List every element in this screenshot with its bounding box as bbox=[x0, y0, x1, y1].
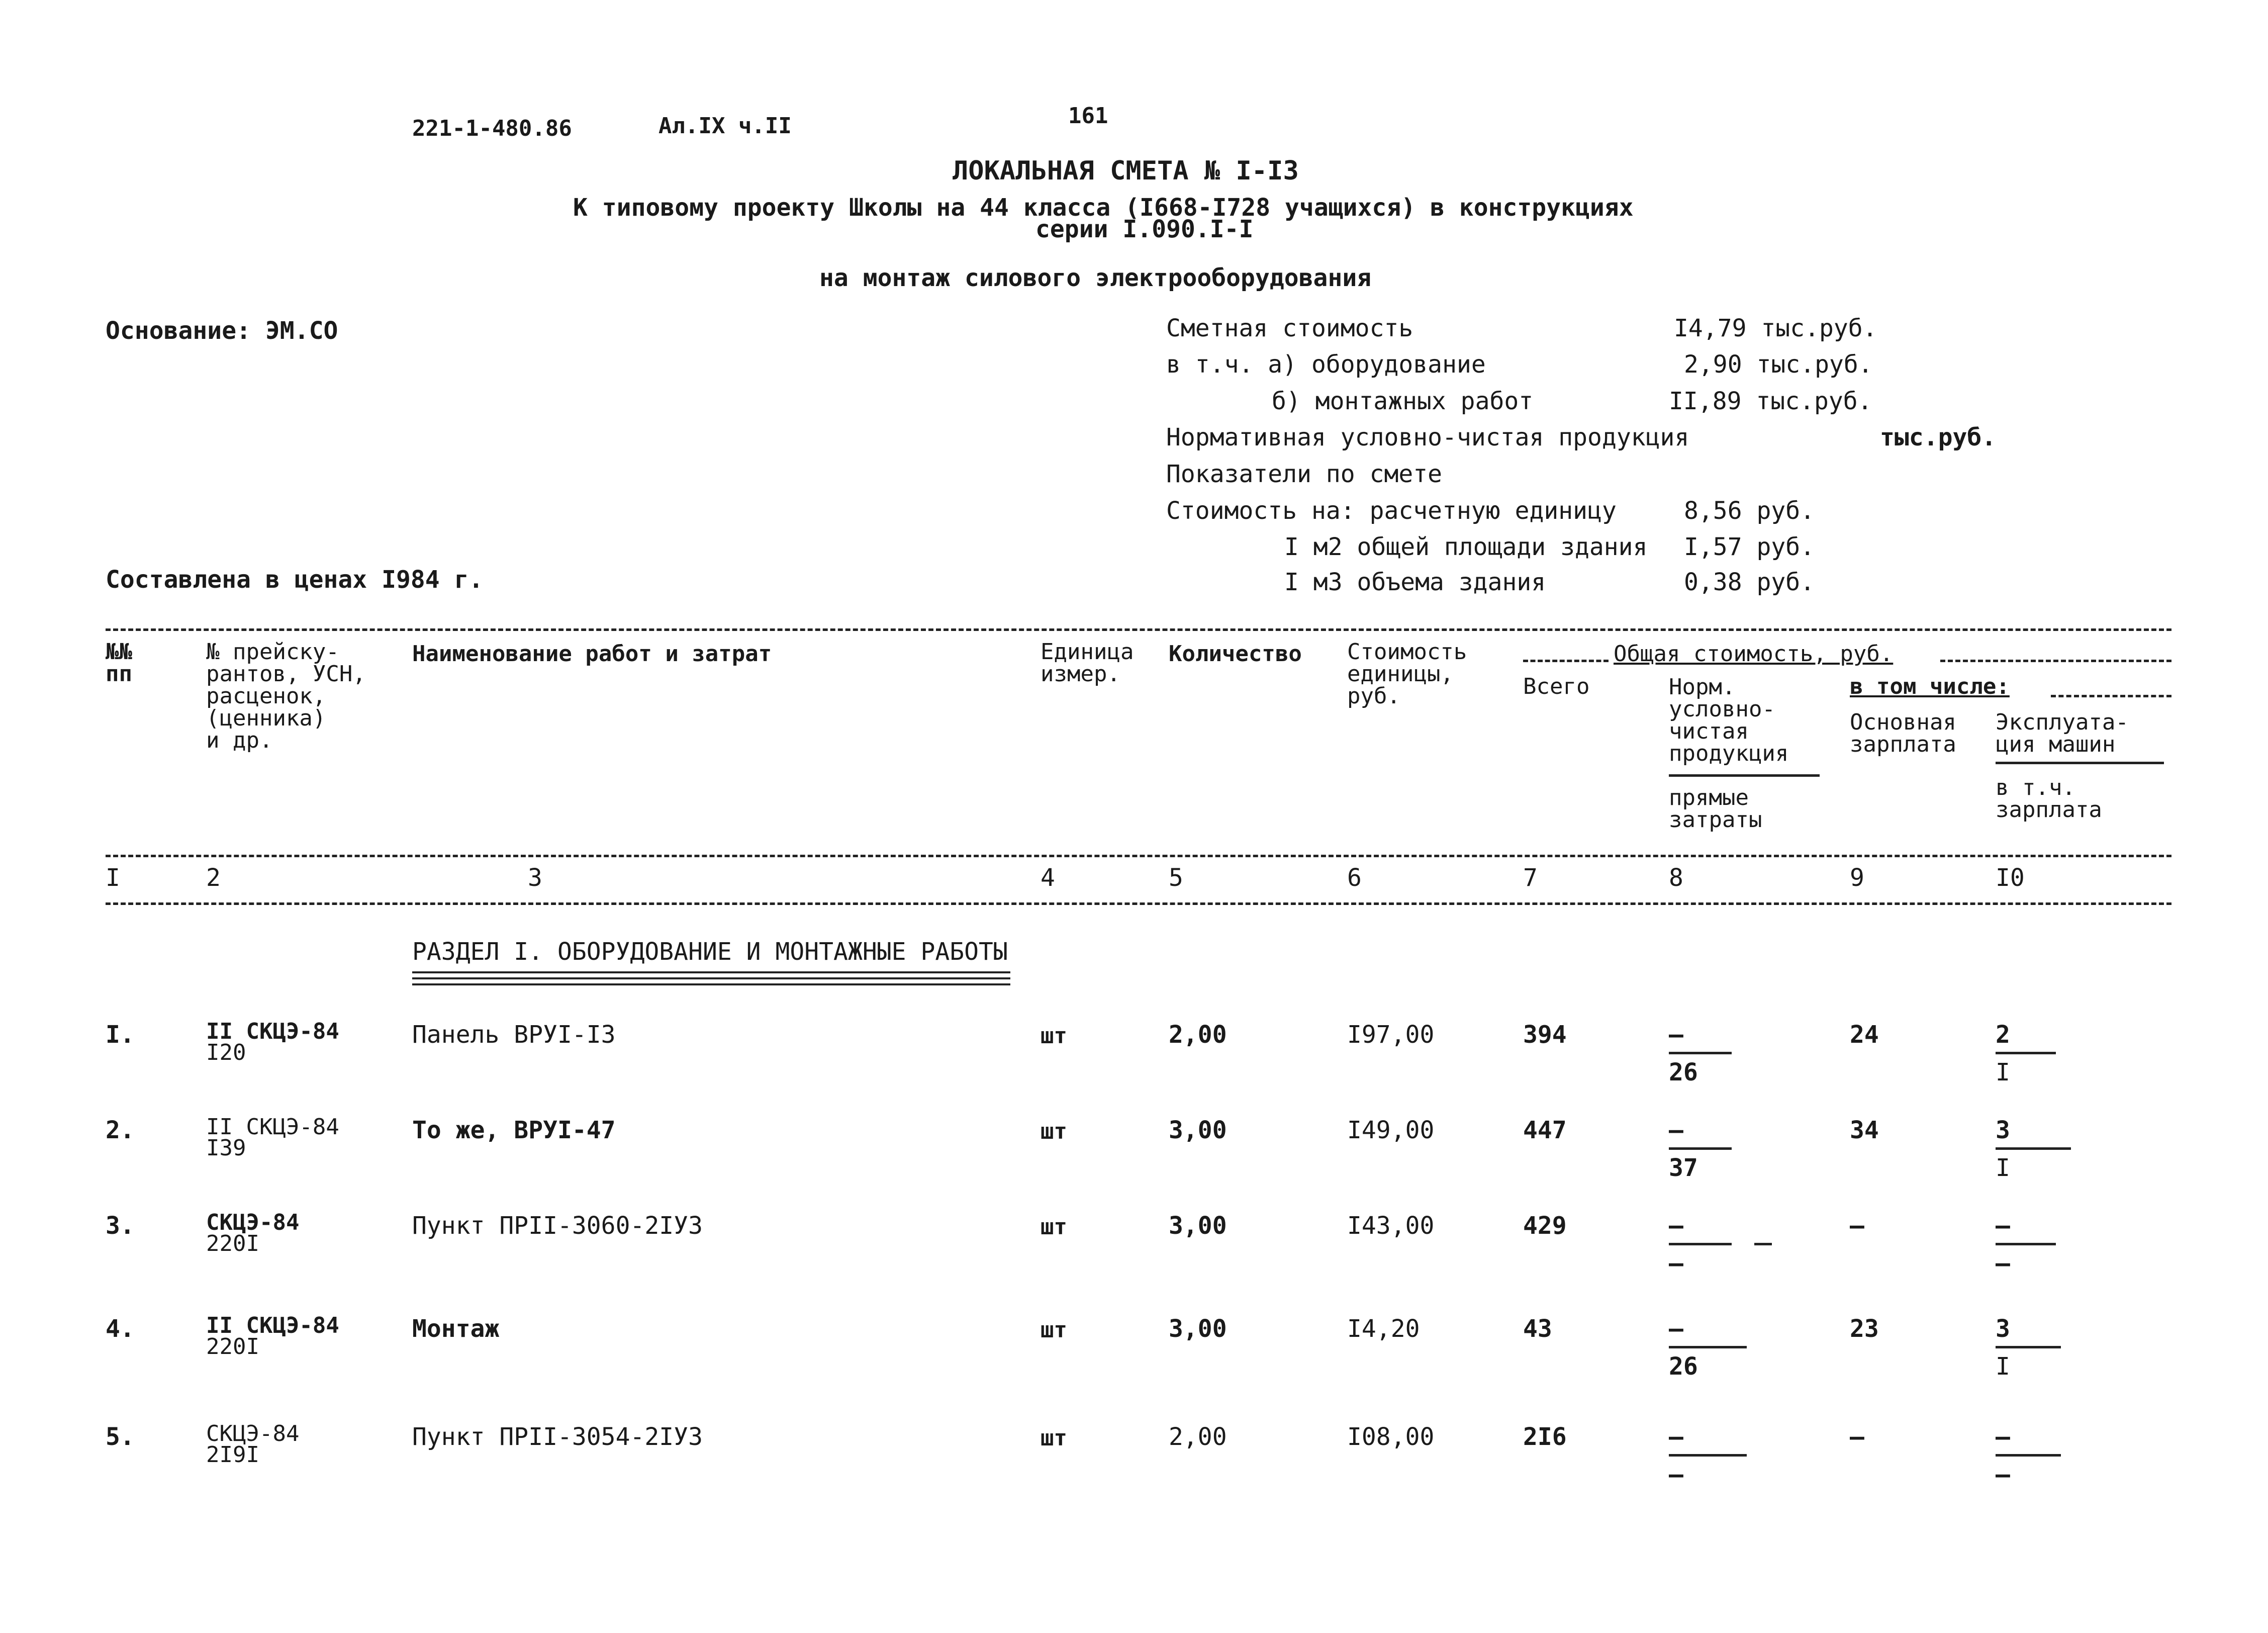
row-code-line2: 2I9I bbox=[206, 1442, 259, 1468]
row-number: 4. bbox=[106, 1315, 135, 1343]
document-subject: на монтаж силового электрооборудования bbox=[819, 264, 1372, 292]
row-unit: шт bbox=[1041, 1023, 1067, 1049]
row-norm-fraction-line bbox=[1669, 1243, 1732, 1245]
col-header-salary: Основная зарплата bbox=[1850, 709, 1956, 757]
row-total: 447 bbox=[1523, 1116, 1567, 1144]
summary-equip-value: 2,90 тыс.руб. bbox=[1684, 350, 1873, 379]
col-number-6: 6 bbox=[1347, 864, 1362, 892]
summary-volume-label: I м3 объема здания bbox=[1284, 568, 1546, 596]
row-salary: 23 bbox=[1850, 1315, 1879, 1343]
row-norm-top: – bbox=[1669, 1021, 1683, 1049]
row-machines-bottom: – bbox=[1996, 1249, 2010, 1278]
col-header-machine-salary: в т.ч. зарплата bbox=[1996, 775, 2102, 823]
row-norm-top: – bbox=[1669, 1116, 1683, 1144]
row-code-line2: 220I bbox=[206, 1334, 259, 1359]
group-rule-right bbox=[1940, 660, 2171, 662]
row-name: Пункт ПРII-3060-2IУЗ bbox=[412, 1212, 703, 1240]
summary-install-label: б) монтажных работ bbox=[1272, 387, 1534, 415]
summary-volume-value: 0,38 руб. bbox=[1684, 568, 1815, 596]
row-code-line1: СКЦЭ-84 bbox=[206, 1210, 300, 1235]
row-unit-price: I97,00 bbox=[1347, 1021, 1435, 1049]
section-title: РАЗДЕЛ I. ОБОРУДОВАНИЕ И МОНТАЖНЫЕ РАБОТЫ bbox=[412, 938, 1008, 966]
col-number-2: 2 bbox=[206, 864, 221, 892]
summary-area-label: I м2 общей площади здания bbox=[1284, 533, 1648, 561]
row-total: 2I6 bbox=[1523, 1423, 1567, 1451]
summary-unit-cost-value: 8,56 руб. bbox=[1684, 497, 1815, 525]
subtitle-line1: К типовому проекту Школы на 44 класса (I668-I728 учащихся) в конструкциях bbox=[573, 194, 1634, 222]
row-machines-fraction-line bbox=[1996, 1243, 2056, 1245]
row-salary: 34 bbox=[1850, 1116, 1879, 1144]
subtitle-line2: серии I.090.I-I bbox=[1035, 215, 1254, 243]
row-quantity: 3,00 bbox=[1169, 1212, 1227, 1240]
row-unit: шт bbox=[1041, 1425, 1067, 1451]
col-header-unit: Единица измер. bbox=[1041, 639, 1134, 687]
row-norm-fraction-line bbox=[1669, 1346, 1747, 1348]
col-header-in-that: в том числе: bbox=[1850, 674, 2010, 699]
row-machines-bottom: I bbox=[1996, 1154, 2010, 1182]
row-number: I. bbox=[106, 1021, 135, 1049]
row-machines-top: 3 bbox=[1996, 1315, 2010, 1343]
row-code-line1: II СКЦЭ-84 bbox=[206, 1114, 339, 1140]
row-code-line2: I20 bbox=[206, 1040, 246, 1065]
row-name: Панель ВРУI-I3 bbox=[412, 1021, 616, 1049]
col-header-machines: Эксплуата- ция машин bbox=[1996, 709, 2129, 757]
album-ref: Ал.IX ч.II bbox=[658, 113, 792, 139]
row-machines-bottom: – bbox=[1996, 1461, 2010, 1489]
row-machines-top: – bbox=[1996, 1423, 2010, 1451]
group-rule-left bbox=[1523, 660, 1609, 662]
row-unit-price: I49,00 bbox=[1347, 1116, 1435, 1144]
col-header-total-group: Общая стоимость, руб. bbox=[1614, 641, 1894, 667]
row-machines-fraction-line bbox=[1996, 1147, 2071, 1150]
row-norm-top: – bbox=[1669, 1315, 1683, 1343]
row-salary: – bbox=[1850, 1423, 1864, 1451]
col-header-quantity: Количество bbox=[1169, 641, 1302, 667]
summary-norm-value: тыс.руб. bbox=[1880, 423, 1997, 451]
col-number-3: 3 bbox=[528, 864, 542, 892]
summary-cost-label: Сметная стоимость bbox=[1166, 314, 1413, 342]
row-machines-bottom: I bbox=[1996, 1352, 2010, 1381]
row-norm-bottom: 26 bbox=[1669, 1058, 1698, 1086]
summary-cost-value: I4,79 тыс.руб. bbox=[1674, 314, 1877, 342]
row-norm-bottom: 37 bbox=[1669, 1154, 1698, 1182]
col-header-unit-cost: Стоимость единицы, руб. bbox=[1347, 639, 1467, 709]
header-rule-top bbox=[106, 628, 2171, 631]
header-rule-middle bbox=[106, 855, 2171, 857]
section-underline-2 bbox=[412, 977, 1010, 979]
row-unit-price: I08,00 bbox=[1347, 1423, 1435, 1451]
row-machines-top: 2 bbox=[1996, 1021, 2010, 1049]
row-code-line1: II СКЦЭ-84 bbox=[206, 1019, 339, 1044]
compiled-text: Составлена в ценах I984 г. bbox=[106, 566, 484, 594]
row-name: Монтаж bbox=[412, 1315, 500, 1343]
row-quantity: 2,00 bbox=[1169, 1021, 1227, 1049]
row-norm-bottom: 26 bbox=[1669, 1352, 1698, 1381]
row-code-line1: СКЦЭ-84 bbox=[206, 1421, 300, 1446]
summary-indicators-label: Показатели по смете bbox=[1166, 460, 1443, 488]
col-number-1: I bbox=[106, 864, 120, 892]
col-header-total: Всего bbox=[1523, 674, 1590, 699]
col-header-machines-underline bbox=[1996, 762, 2164, 764]
row-quantity: 3,00 bbox=[1169, 1116, 1227, 1144]
row-unit-price: I43,00 bbox=[1347, 1212, 1435, 1240]
col-number-4: 4 bbox=[1041, 864, 1055, 892]
summary-norm-label: Нормативная условно-чистая продукция bbox=[1166, 423, 1689, 451]
summary-area-value: I,57 руб. bbox=[1684, 533, 1815, 561]
row-quantity: 3,00 bbox=[1169, 1315, 1227, 1343]
summary-equip-label: в т.ч. а) оборудование bbox=[1166, 350, 1486, 379]
row-norm-dash-mark bbox=[1754, 1243, 1772, 1245]
row-unit: шт bbox=[1041, 1214, 1067, 1240]
row-total: 429 bbox=[1523, 1212, 1567, 1240]
document-title: ЛОКАЛЬНАЯ СМЕТА № I-I3 bbox=[953, 156, 1299, 186]
row-number: 3. bbox=[106, 1212, 135, 1240]
row-norm-top: – bbox=[1669, 1423, 1683, 1451]
row-norm-bottom: – bbox=[1669, 1249, 1683, 1278]
row-number: 2. bbox=[106, 1116, 135, 1144]
row-machines-top: – bbox=[1996, 1212, 2010, 1240]
row-code-line1: II СКЦЭ-84 bbox=[206, 1313, 339, 1338]
row-norm-top: – bbox=[1669, 1212, 1683, 1240]
row-unit: шт bbox=[1041, 1119, 1067, 1144]
col-number-7: 7 bbox=[1523, 864, 1538, 892]
col-header-code: № прейску- рантов, УСН, расценок, (ценника) и др. bbox=[206, 639, 366, 753]
row-unit-price: I4,20 bbox=[1347, 1315, 1420, 1343]
page-number: 161 bbox=[1068, 103, 1108, 129]
row-unit: шт bbox=[1041, 1317, 1067, 1343]
doc-code: 221-1-480.86 bbox=[412, 116, 572, 141]
row-salary: 24 bbox=[1850, 1021, 1879, 1049]
section-underline-1 bbox=[412, 971, 1010, 973]
col-header-norm-underline bbox=[1669, 774, 1820, 777]
row-norm-fraction-line bbox=[1669, 1052, 1732, 1054]
row-machines-fraction-line bbox=[1996, 1052, 2056, 1054]
row-total: 43 bbox=[1523, 1315, 1552, 1343]
section-underline-3 bbox=[412, 983, 1010, 985]
col-header-number: №№ пп bbox=[106, 639, 132, 687]
row-code-line2: 220I bbox=[206, 1231, 259, 1256]
col-number-5: 5 bbox=[1169, 864, 1183, 892]
row-machines-bottom: I bbox=[1996, 1058, 2010, 1086]
col-number-9: 9 bbox=[1850, 864, 1864, 892]
row-salary: – bbox=[1850, 1212, 1864, 1240]
row-machines-top: 3 bbox=[1996, 1116, 2010, 1144]
col-header-direct: прямые затраты bbox=[1669, 785, 1762, 833]
row-machines-fraction-line bbox=[1996, 1346, 2061, 1348]
col-header-name: Наименование работ и затрат bbox=[412, 641, 772, 667]
row-number: 5. bbox=[106, 1423, 135, 1451]
row-norm-fraction-line bbox=[1669, 1454, 1747, 1457]
in-that-rule bbox=[2051, 695, 2171, 697]
row-quantity: 2,00 bbox=[1169, 1423, 1227, 1451]
summary-unit-cost-label: Стоимость на: расчетную единицу bbox=[1166, 497, 1617, 525]
basis-text: Основание: ЭМ.СО bbox=[106, 317, 338, 345]
row-norm-fraction-line bbox=[1669, 1147, 1732, 1150]
col-number-10: I0 bbox=[1996, 864, 2025, 892]
summary-install-value: II,89 тыс.руб. bbox=[1669, 387, 1872, 415]
row-code-line2: I39 bbox=[206, 1135, 246, 1161]
row-machines-fraction-line bbox=[1996, 1454, 2061, 1457]
row-total: 394 bbox=[1523, 1021, 1567, 1049]
header-rule-bottom bbox=[106, 902, 2171, 905]
row-name: То же, ВРУI-47 bbox=[412, 1116, 616, 1144]
row-name: Пункт ПРII-3054-2IУЗ bbox=[412, 1423, 703, 1451]
col-number-8: 8 bbox=[1669, 864, 1683, 892]
row-norm-bottom: – bbox=[1669, 1461, 1683, 1489]
col-header-norm: Норм. условно- чистая продукция bbox=[1669, 674, 1789, 766]
